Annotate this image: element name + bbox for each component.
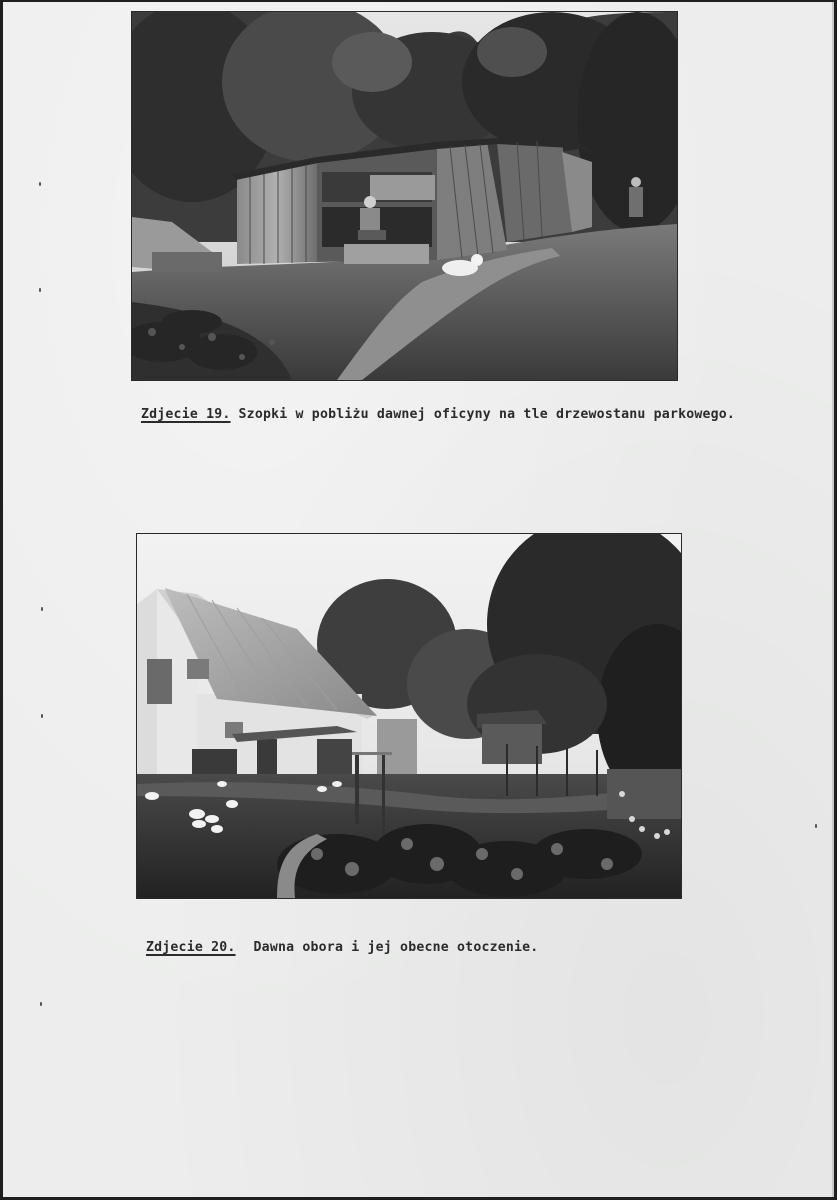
- margin-mark: [39, 288, 41, 292]
- caption-text: Dawna obora i jej obecne otoczenie.: [253, 940, 539, 955]
- margin-mark: [41, 714, 43, 718]
- photo-sheds: [132, 12, 677, 380]
- margin-mark: [41, 607, 43, 611]
- caption-number: Zdjecie 20.: [146, 940, 236, 955]
- caption-number: Zdjecie 19.: [141, 407, 231, 422]
- caption-text: Szopki w pobliżu dawnej oficyny na tle drzewostanu parkowego.: [238, 407, 736, 422]
- margin-mark: [815, 824, 817, 828]
- photo-sheds-image: [132, 12, 677, 380]
- photo-cowshed: [137, 534, 681, 898]
- margin-mark: [39, 182, 41, 186]
- photo-cowshed-image: [137, 534, 681, 898]
- caption-photo-19: [141, 406, 801, 424]
- document-page: [3, 2, 834, 1197]
- margin-mark: [40, 1002, 42, 1006]
- caption-photo-20: [146, 939, 786, 957]
